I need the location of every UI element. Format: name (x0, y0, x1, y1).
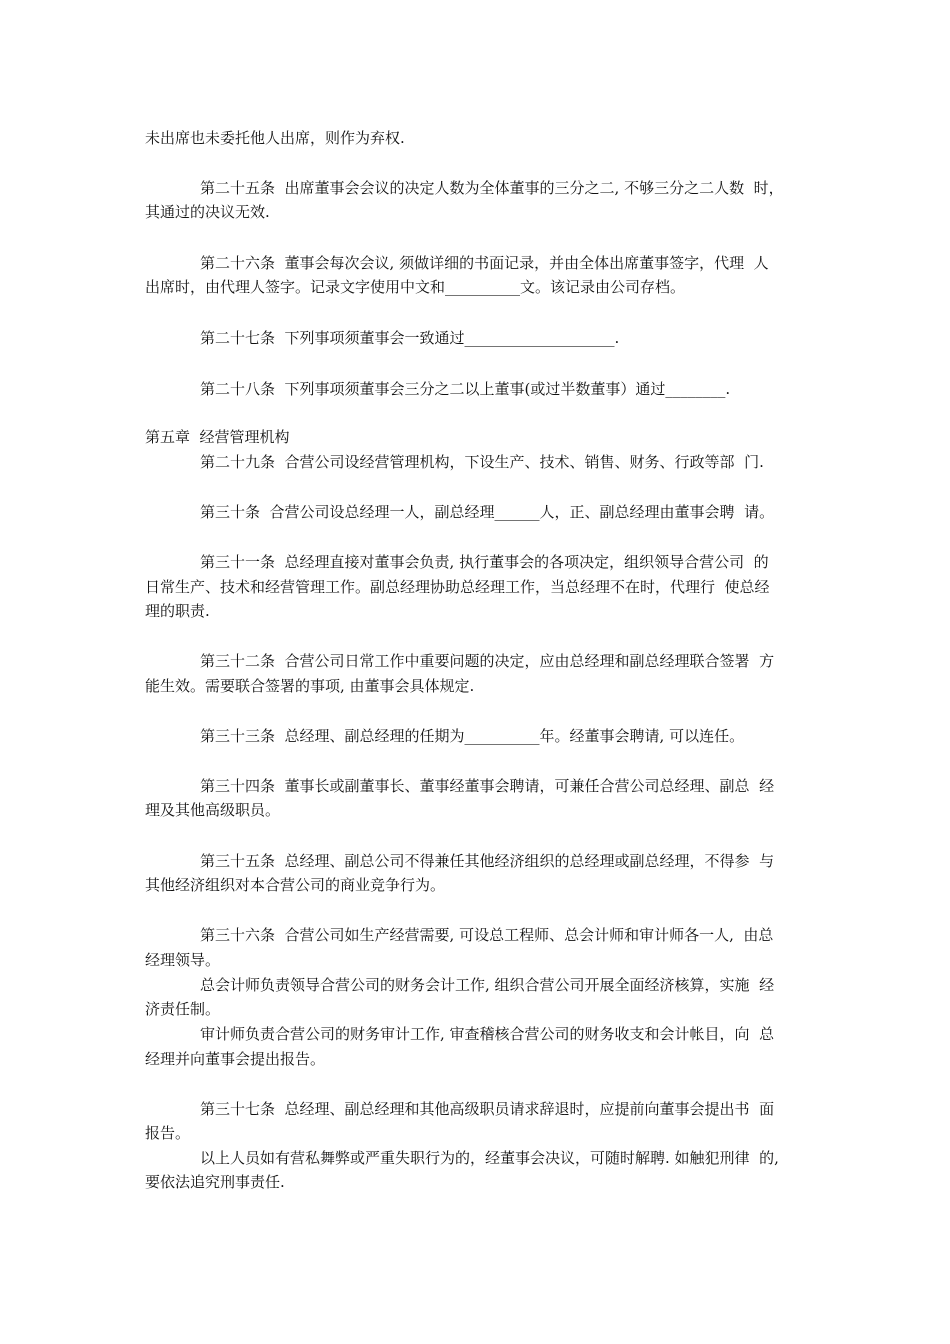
text-line: 能生效。需要联合签署的事项, 由董事会具体规定. (145, 677, 475, 695)
text-line: 其通过的决议无效. (145, 203, 270, 221)
article-28-line: 第二十八条 下列事项须董事会三分之二以上董事(或过半数董事）通过________. (200, 380, 731, 398)
text-line: 日常生产、技术和经营管理工作。副总经理协助总经理工作，当总经理不在时，代理行 使总经 (145, 578, 770, 596)
text-line: 其他经济组织对本合营公司的商业竞争行为。 (145, 876, 446, 894)
article-34-line: 第三十四条 董事长或副董事长、董事经董事会聘请，可兼任合营公司总经理、副总 经 (200, 777, 775, 795)
text-line: 理及其他高级职员。 (145, 801, 281, 819)
article-31-line: 第三十一条 总经理直接对董事会负责, 执行董事会的各项决定，组织领导合营公司 的 (200, 553, 769, 571)
text-line: 要依法追究刑事责任. (145, 1173, 285, 1191)
article-30-line: 第三十条 合营公司设总经理一人，副总经理______人，正、副总经理由董事会聘 请。 (200, 503, 775, 521)
text-line: 未出席也未委托他人出席，则作为弃权. (145, 129, 405, 147)
article-35-line: 第三十五条 总经理、副总公司不得兼任其他经济组织的总经理或副总经理，不得参 与 (200, 852, 775, 870)
text-line: 审计师负责合营公司的财务审计工作, 审查稽核合营公司的财务收支和会计帐目，向 总 (200, 1025, 775, 1043)
text-line: 理的职责. (145, 602, 210, 620)
text-line: 以上人员如有营私舞弊或严重失职行为的，经董事会决议，可随时解聘. 如触犯刑律 的, (200, 1149, 779, 1167)
text-line: 经理并向董事会提出报告。 (145, 1050, 326, 1068)
chapter-heading: 第五章 经营管理机构 (145, 428, 290, 446)
article-37-line: 第三十七条 总经理、副总经理和其他高级职员请求辞退时，应提前向董事会提出书 面 (200, 1100, 775, 1118)
article-29-line: 第二十九条 合营公司设经营管理机构，下设生产、技术、销售、财务、行政等部 门. (200, 453, 764, 471)
article-25-line: 第二十五条 出席董事会会议的决定人数为全体董事的三分之二, 不够三分之二人数 时， (200, 179, 784, 197)
article-26-line: 第二十六条 董事会每次会议, 须做详细的书面记录，并由全体出席董事签字，代理 人 (200, 254, 769, 272)
article-36-line: 第三十六条 合营公司如生产经营需要, 可设总工程师、总会计师和审计师各一人, 由总 (200, 926, 774, 944)
article-33-line: 第三十三条 总经理、副总经理的任期为__________年。经董事会聘请, 可以连任。 (200, 727, 745, 745)
text-line: 经理领导。 (145, 951, 221, 969)
text-line: 济责任制。 (145, 1000, 221, 1018)
article-27-line: 第二十七条 下列事项须董事会一致通过____________________. (200, 329, 620, 347)
text-line: 报告。 (145, 1124, 191, 1142)
text-line: 总会计师负责领导合营公司的财务会计工作, 组织合营公司开展全面经济核算，实施 经 (200, 976, 775, 994)
article-32-line: 第三十二条 合营公司日常工作中重要问题的决定，应由总经理和副总经理联合签署 方 (200, 652, 775, 670)
text-line: 出席时，由代理人签字。记录文字使用中文和__________文。该记录由公司存档。 (145, 278, 686, 296)
